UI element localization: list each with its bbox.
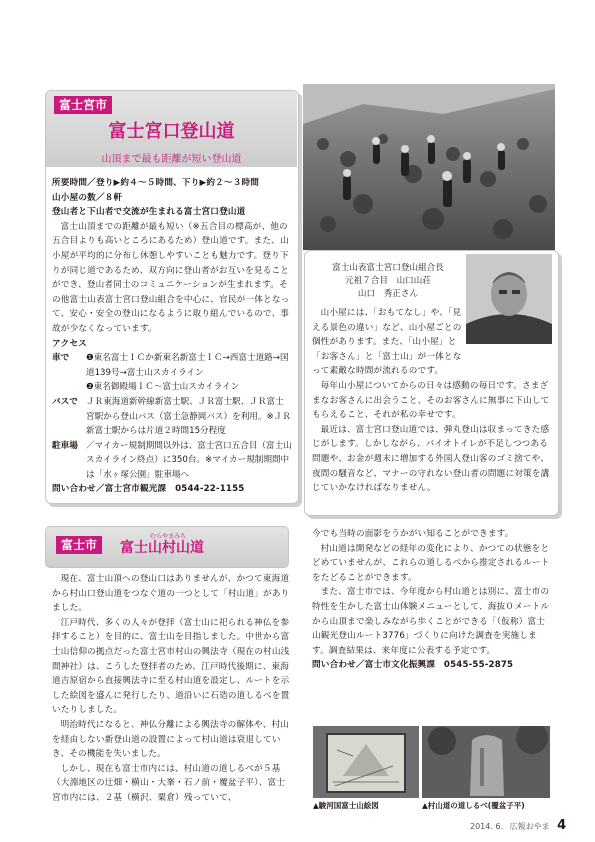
bottom-para-2: 江戸時代、多くの人々が登拝（富士山に祀られる神仏を参拝すること）を目的に、富士山を目指しました。中世から富士山信仰の拠点だった富士宮市村山の興法寺（現在の村山浅間神社）は、こうした登拝者のため、江戸時代後期に、東海道吉原宿から直接興法寺に至る村山道を設定し、ルートを示した絵図を盛んに発行したり、道沿いに石造の道しるべを置いたりしました。 [52,617,290,716]
top-contact: 問い合わせ／富士宮市観光課 0544-22-1155 [52,484,245,495]
bottom-right-para-2: 村山道は開発などの経年の変化により、かつての状態をとどめていませんが、これらの道しるべから推定されるルートをたどることができます。 [312,543,550,583]
hut-count: 山小屋の数／８軒 [52,192,123,203]
interview-body [312,306,550,496]
caption-signpost: ▲村山道の道しるべ(覆盆子平) [422,801,525,810]
body-paragraph: 富士山頂までの距離が最も短い（※五合目の標高が、他の五合目よりも高いところにあるため）登山道です。また、山小屋が平均的に分布し休憩しやすいことも魅力です。登り下りが同じ道であるため、双方向に登山者がお互いを見ることができ、登山者同士のコミュニケーションが生まれます。その他富士山表富士宮口登山組合を中心に、官民が一体となって、安心・安全の登山になるように取り組んでいるので、事故が少なくなっています。 [52,221,290,334]
footer-date: 2014. 6. [470,822,504,831]
car-row-2 [52,380,292,395]
bottom-left-column [52,572,290,806]
bottom-para-1: 現在、富士山頂への登山口はありませんが、かつて東海道から村山口登山道をつなぐ道の一つとして「村山道」がありました。 [52,574,290,614]
footer-publication: 広報おやま [509,822,550,831]
map-picture-photo [313,726,419,798]
bottom-para-4: しかし、現在も富士市内には、村山道の道しるべが５基（大淵地区の辻畑・横山・大峯・石ノ前・覆盆子平）、富士宮市内には、２基（横沢、粟倉）残っていて、 [52,763,286,803]
bottom-right-column [312,527,552,673]
bus-label: バスで [52,396,78,407]
city-tag-fujinomiya: 富士宮市 [54,96,112,114]
top-article-title: 富士宮口登山道 [108,121,235,142]
car-route-2: ❷東名御殿場ＩＣ～富士山スカイライン [86,382,240,393]
access-table [52,351,292,482]
top-article-subtitle: 山頂まで最も距離が短い登山道 [101,154,242,165]
parking-row [52,439,292,483]
car-route-1: ❶東名富士ＩＣか新東名新富士ＩＣ→西富士道路→国道139号→富士山スカイライン [86,353,289,378]
parking-info: ／マイカー規制期間以外は、富士宮口五合目（富士山スカイライン終点）に350台。※マイカー規制期間中は「水ヶ塚公園」駐車場へ [86,440,292,480]
interviewee-name: 山口 秀正さん [357,289,419,299]
page-number: 4 [557,818,567,833]
interview-para-2: 毎年山小屋についてからの日々は感動の毎日です。さまざまなお客さんに出会うこと、そのお客さんに無事に下山してもらえること、それが私の幸せです。 [312,380,550,421]
car-label: 車で [52,353,70,364]
footer [470,818,566,833]
car-row [52,351,292,380]
interviewee-credit [308,262,468,301]
top-article-body [52,176,292,497]
interviewee-hut: 元祖７合目 山口山荘 [345,276,431,286]
bottom-right-para-1: 今でも当時の面影をうかがい知ることができます。 [312,529,514,539]
signpost-photo [422,726,550,798]
time-required: 所要時間／登り▶約４～５時間、下り▶約２～３時間 [52,178,260,188]
bottom-contact: 問い合わせ／富士市文化振興課 0545-55-2875 [312,660,514,671]
bottom-para-3: 明治時代になると、神仏分離による興法寺の解体や、村山を経由しない新登山道の設置によって村山道は衰退していき、その機能を失いました。 [52,719,290,760]
interviewee-org: 富士山表富士宮口登山組合長 [332,263,444,273]
interview-para-1: 山小屋には、「おもてなし」や、「見える景色の違い」など、山小屋ごとの個性があります。また、「山小屋」と「お客さん」と「富士山」が一体となって素敵な時間が流れるのです。 [312,308,462,377]
bus-route: ＪＲ東海道新幹線新富士駅、ＪＲ富士駅、ＪＲ富士宮駅から登山バス（富士急静岡バス）を利用。※ＪＲ新富士駅からは片道２時間15分程度 [86,396,291,437]
bottom-article-title: 富士山村山道 [120,540,204,556]
lead-heading: 登山者と下山者で交流が生まれる富士宮口登山道 [52,207,246,218]
climbers-photo [303,84,555,250]
parking-label: 駐車場 [52,440,78,451]
caption-map: ▲駿河国富士山絵図 [313,801,379,810]
bottom-right-para-3: また、富士市では、今年度から村山道とは別に、富士市の特性を生かした富士山体験メニューとして、海抜０メートルから山頂まで楽しみながら歩くことができる「（仮称）富士山観光登山ルート3776」づくりに向けた調査を実施します。調査結果は、来年度に公表する予定です。 [312,587,550,656]
interview-para-3: 最近は、富士宮口登山道では、弾丸登山は収まってきた感じがします。しかしながら、バイオトイレが不足しつつある問題や、お金が週末に増加する外国人登山客のゴミ捨てや、夜間の騒音など、マナーの守れない登山者の問題に対策を講じていかなければなりません。 [312,424,550,494]
bus-row [52,395,292,439]
access-heading: アクセス [52,338,87,349]
city-tag-fuji: 富士市 [56,536,102,554]
bottom-title-ruby: むらやまみち [150,533,187,540]
